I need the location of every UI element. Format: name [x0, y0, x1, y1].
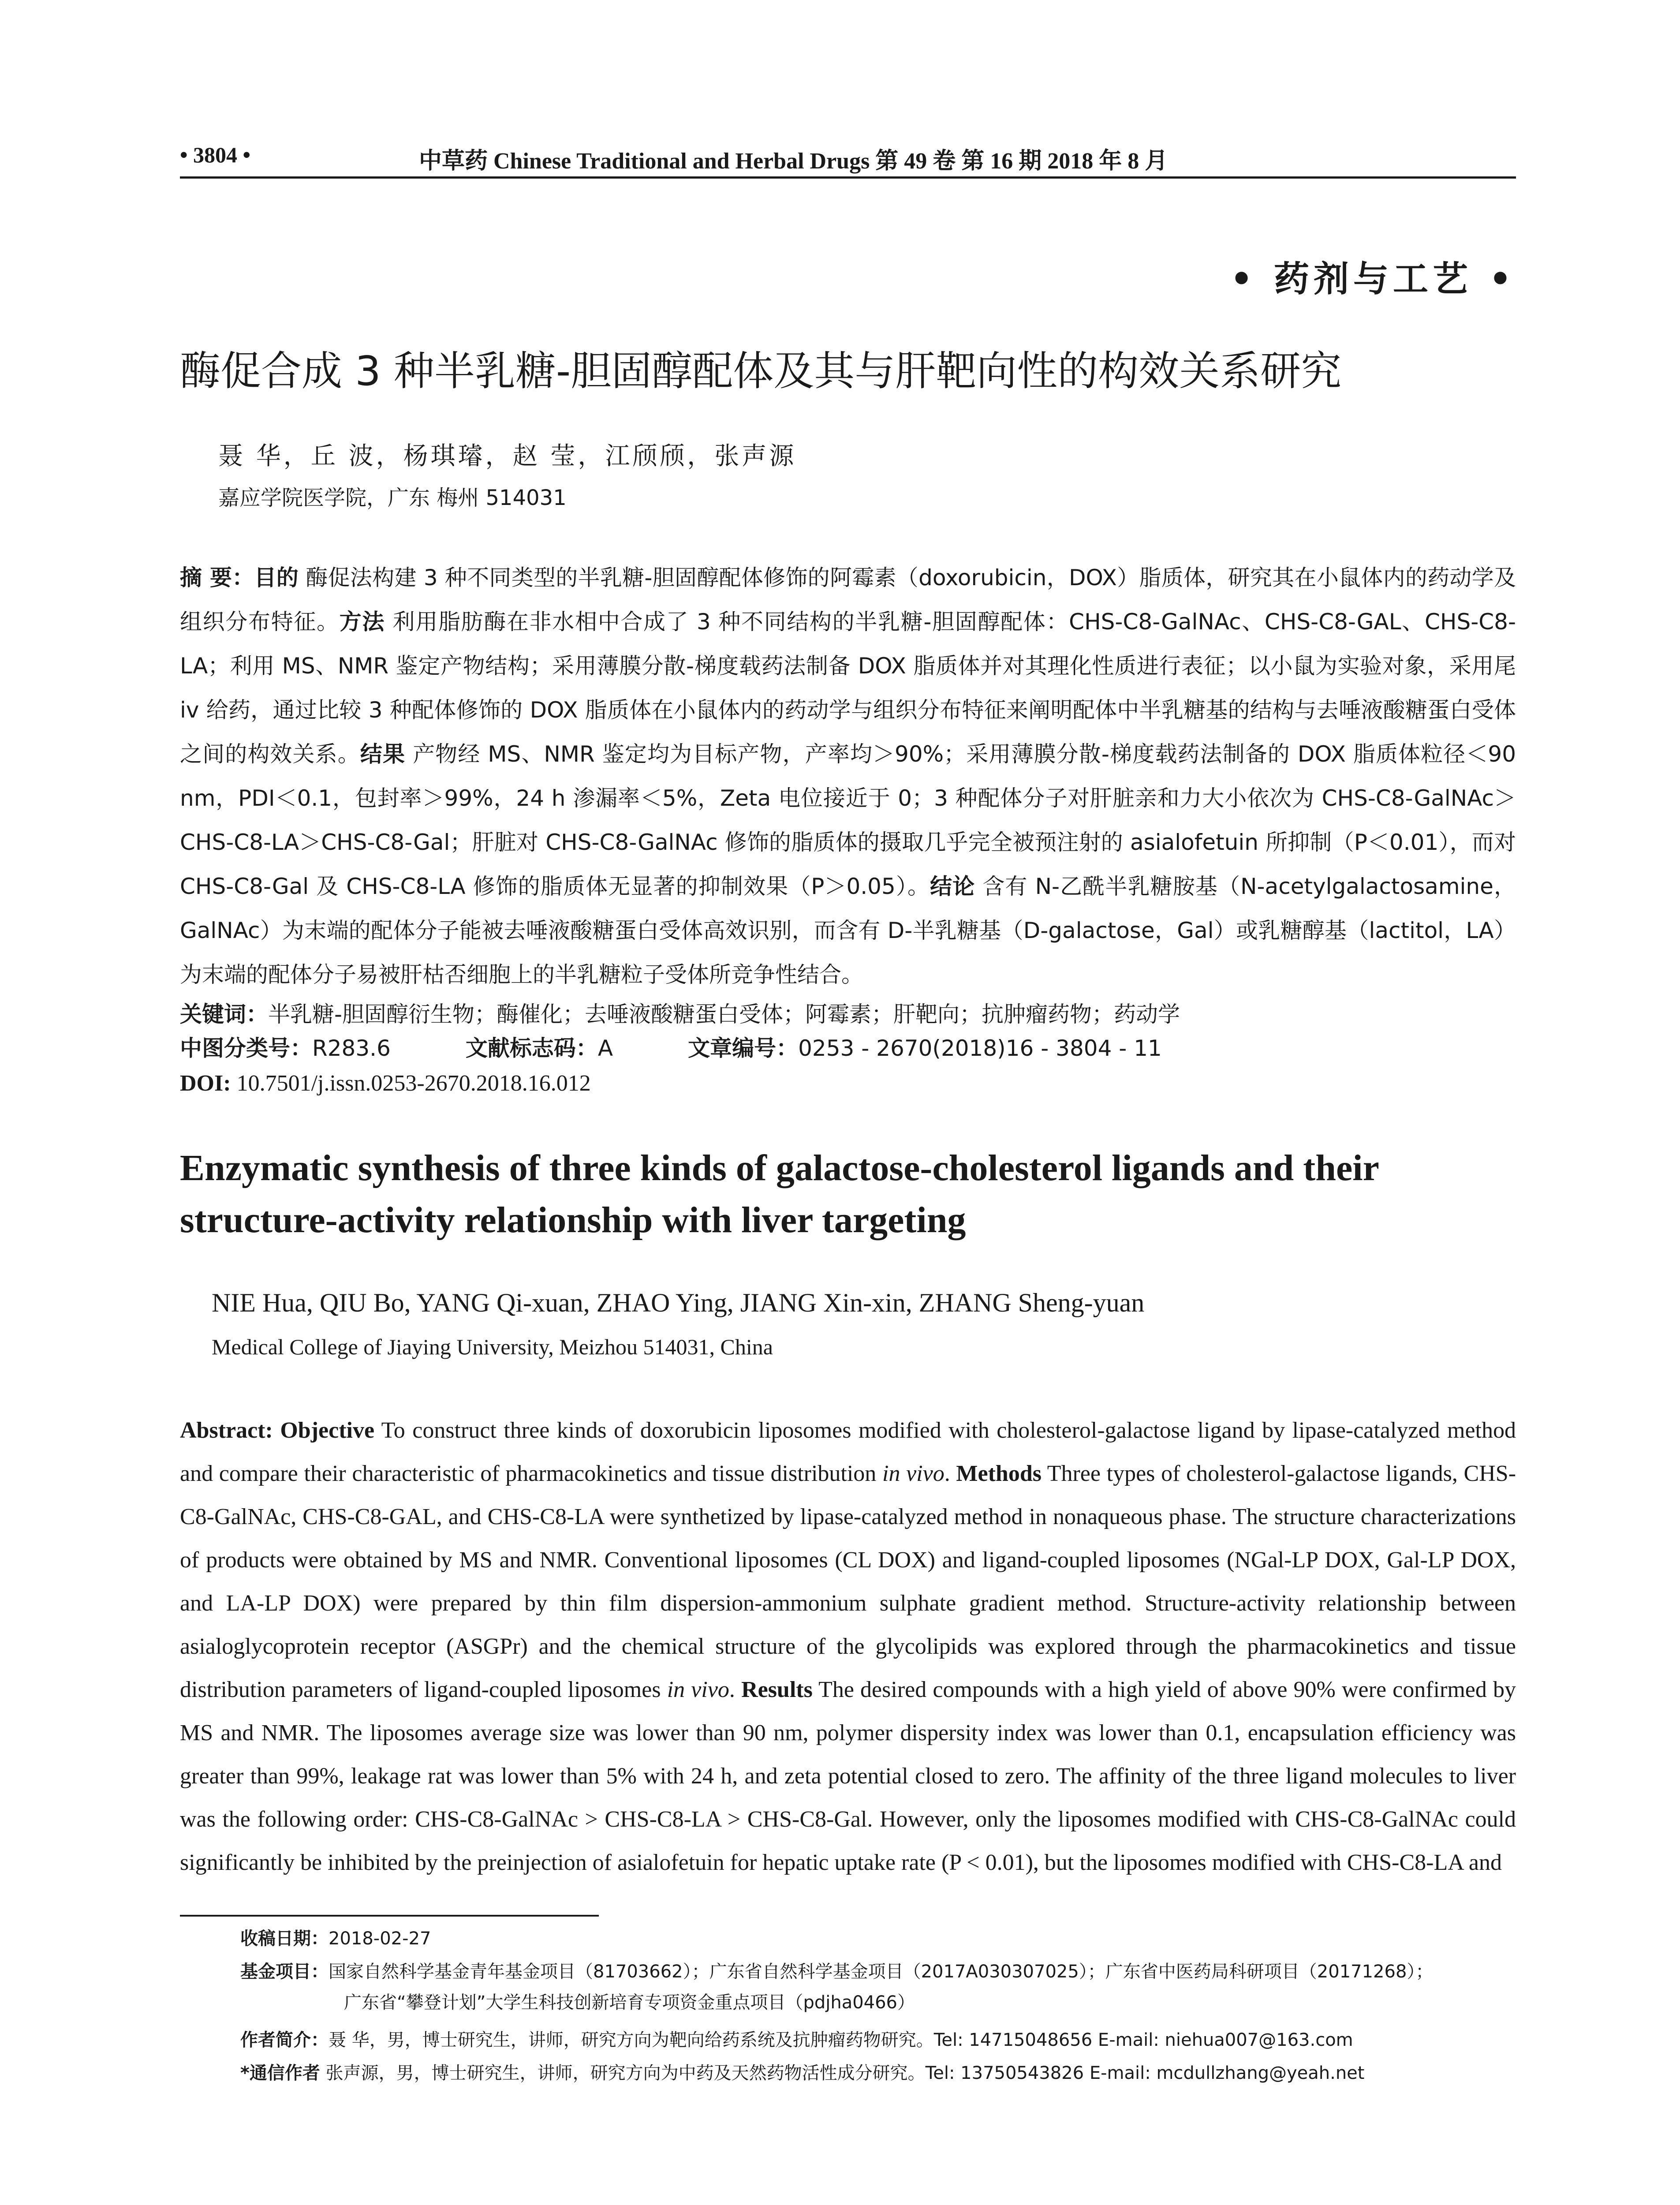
author-bio-label: 作者简介： [240, 2030, 329, 2050]
author-bio-text: 聂 华，男，博士研究生，讲师，研究方向为靶向给药系统及抗肿瘤药物研究。Tel: 14715048656 E-mail: niehua007@163.com [329, 2030, 1353, 2050]
objective-en-text-a: To construct three kinds of doxorubicin liposomes modified with cholesterol-galactose ligand by lipase-catalyzed method and compare their characteristic of pharmacokinetics and tissue distribution [180, 1418, 1516, 1486]
keywords [180, 1000, 1180, 1028]
methods-text: 利用脂肪酶在非水相中合成了 3 种不同结构的半乳糖-胆固醇配体：CHS-C8-GalNAc、CHS-C8-GAL、CHS-C8-LA；利用 MS、NMR 鉴定产物结构；采用薄膜分散-梯度载药法制备 DOX 脂质体并对其理化性质进行表征；以小鼠为实验对象，采用尾 iv 给药，通过比较 3 种配体修饰的 DOX 脂质体在小鼠体内的药动学与组织分布特征来阐明配体中半乳糖基的结构与去唾液酸糖蛋白受体之间的构效关系。 [180, 609, 1516, 767]
article-no-label: 文章编号： [688, 1035, 799, 1061]
abstract-en-label: Abstract: [180, 1418, 273, 1443]
funding-label: 基金项目： [240, 1962, 329, 1982]
footnote-rule [180, 1915, 599, 1917]
conclusion-text: 含有 N-乙酰半乳糖胺基（N-acetylgalactosamine，GalNAc）为末端的配体分子能被去唾液酸糖蛋白受体高效识别，而含有 D-半乳糖基（D-galactose，Gal）或乳糖醇基（lactitol，LA）为末端的配体分子易被肝枯否细胞上的半乳糖粒子受体所竞争性结合。 [180, 874, 1516, 987]
page-number: • 3804 • [180, 142, 251, 167]
funding-text-1: 国家自然科学基金青年基金项目（81703662）；广东省自然科学基金项目（2017A030307025）；广东省中医药局科研项目（20171268）； [329, 1962, 1434, 1982]
keywords-label: 关键词： [180, 1002, 268, 1027]
corresponding-label: *通信作者 [240, 2063, 320, 2083]
clc-label: 中图分类号： [180, 1035, 312, 1061]
abstract-chinese [180, 556, 1516, 997]
authors-english: NIE Hua, QIU Bo, YANG Qi-xuan, ZHAO Ying, JIANG Xin-xin, ZHANG Sheng-yuan [212, 1288, 1145, 1317]
methods-en-text-b: . [729, 1677, 742, 1702]
footnote-received-date [240, 1925, 431, 1952]
corresponding-text: 张声源，男，博士研究生，讲师，研究方向为中药及天然药物活性成分研究。Tel: 13750543826 E-mail: mcdullzhang@yeah.net [320, 2063, 1365, 2083]
title-english: Enzymatic synthesis of three kinds of galactose-cholesterol ligands and their structure-activity relationship with liver targeting [180, 1147, 1379, 1241]
footnote-author-bio [240, 2026, 1353, 2054]
results-en-label: Results [741, 1677, 813, 1702]
objective-en-label: Objective [280, 1418, 375, 1443]
methods-label: 方法 [339, 609, 385, 635]
received-label: 收稿日期： [240, 1928, 329, 1949]
doc-code-label: 文献标志码： [465, 1035, 598, 1061]
objective-en-italic: in vivo [882, 1461, 945, 1486]
doi-value[interactable]: 10.7501/j.issn.0253-2670.2018.16.012 [231, 1071, 591, 1096]
received-value: 2018-02-27 [329, 1928, 431, 1949]
methods-en-label: Methods [956, 1461, 1042, 1486]
doc-code-value: A [597, 1035, 613, 1061]
objective-text: 酶促法构建 3 种不同类型的半乳糖-胆固醇配体修饰的阿霉素（doxorubicin，DOX）脂质体，研究其在小鼠体内的药动学及组织分布特征。 [180, 565, 1516, 635]
header-rule [180, 176, 1516, 179]
objective-en-text-b: . [944, 1461, 956, 1486]
results-en-text: The desired compounds with a high yield of above 90% were confirmed by MS and NMR. The liposomes average size was lower than 90 nm, polymer dispersity index was lower than 0.1, encapsulation efficiency was greater than 99%, leakage rat was lower than 5% with 24 h, and zeta potential closed to zero. The affinity of the three ligand molecules to liver was the following order: CHS-C8-GalNAc > CHS-C8-LA > CHS-C8-Gal. However, only the liposomes modified with CHS-C8-GalNAc could significantly be inhibited by the preinjection of asialofetuin for hepatic uptake rate (P < 0.01), but the liposomes modified with CHS-C8-LA and [180, 1677, 1516, 1875]
affiliation-chinese: 嘉应学院医学院，广东 梅州 514031 [218, 486, 567, 510]
objective-label: 目的 [254, 565, 299, 590]
affiliation-english: Medical College of Jiaying University, Meizhou 514031, China [212, 1334, 773, 1359]
abstract-label: 摘 要： [180, 565, 254, 590]
clc-value: R283.6 [312, 1035, 391, 1061]
section-heading: • 药剂与工艺 • [1230, 258, 1516, 299]
results-text: 产物经 MS、NMR 鉴定均为目标产物，产率均＞90%；采用薄膜分散-梯度载药法制备的 DOX 脂质体粒径＜90 nm，PDI＜0.1，包封率＞99%，24 h 渗漏率＜5%，Zeta 电位接近于 0；3 种配体分子对肝脏亲和力大小依次为 CHS-C8-GalNAc＞CHS-C8-LA＞CHS-C8-Gal；肝脏对 CHS-C8-GalNAc 修饰的脂质体的摄取几乎完全被预注射的 asialofetuin 所抑制（P＜0.01），而对 CHS-C8-Gal 及 CHS-C8-LA 修饰的脂质体无显著的抑制效果（P＞0.05）。 [180, 741, 1516, 899]
article-no-value: 0253 - 2670(2018)16 - 3804 - 11 [798, 1035, 1162, 1061]
methods-en-text-a: Three types of cholesterol-galactose ligands, CHS-C8-GalNAc, CHS-C8-GAL, and CHS-C8-LA were synthetized by lipase-catalyzed method in nonaqueous phase. The structure characterizations of products were obtained by MS and NMR. Conventional liposomes (CL DOX) and ligand-coupled liposomes (NGal-LP DOX, Gal-LP DOX, and LA-LP DOX) were prepared by thin film dispersion-ammonium sulphate gradient method. Structure-activity relationship between asialoglycoprotein receptor (ASGPr) and the chemical structure of the glycolipids was explored through the pharmacokinetics and tissue distribution parameters of ligand-coupled liposomes [180, 1461, 1516, 1702]
title-chinese: 酶促合成 3 种半乳糖-胆固醇配体及其与肝靶向性的构效关系研究 [180, 348, 1342, 395]
footnote-funding [240, 1958, 1433, 1985]
footnote-funding-cont: 广东省“攀登计划”大学生科技创新培育专项资金重点项目（pdjha0466） [344, 1992, 915, 2013]
keywords-text: 半乳糖-胆固醇衍生物；酶催化；去唾液酸糖蛋白受体；阿霉素；肝靶向；抗肿瘤药物；药动学 [268, 1002, 1180, 1027]
conclusion-label: 结论 [930, 874, 975, 899]
authors-chinese: 聂 华，丘 波，杨琪璿，赵 莹，江颀颀，张声源 [218, 442, 797, 471]
methods-en-italic: in vivo [667, 1677, 729, 1702]
footnote-corresponding-author [240, 2059, 1364, 2087]
classification-line [180, 1034, 1162, 1062]
doi [180, 1069, 591, 1098]
doi-label: DOI: [180, 1071, 231, 1096]
results-label: 结果 [360, 741, 406, 767]
abstract-english [180, 1409, 1516, 1921]
journal-header: 中草药 Chinese Traditional and Herbal Drugs 第 49 卷 第 16 期 2018 年 8 月 [419, 149, 1168, 174]
